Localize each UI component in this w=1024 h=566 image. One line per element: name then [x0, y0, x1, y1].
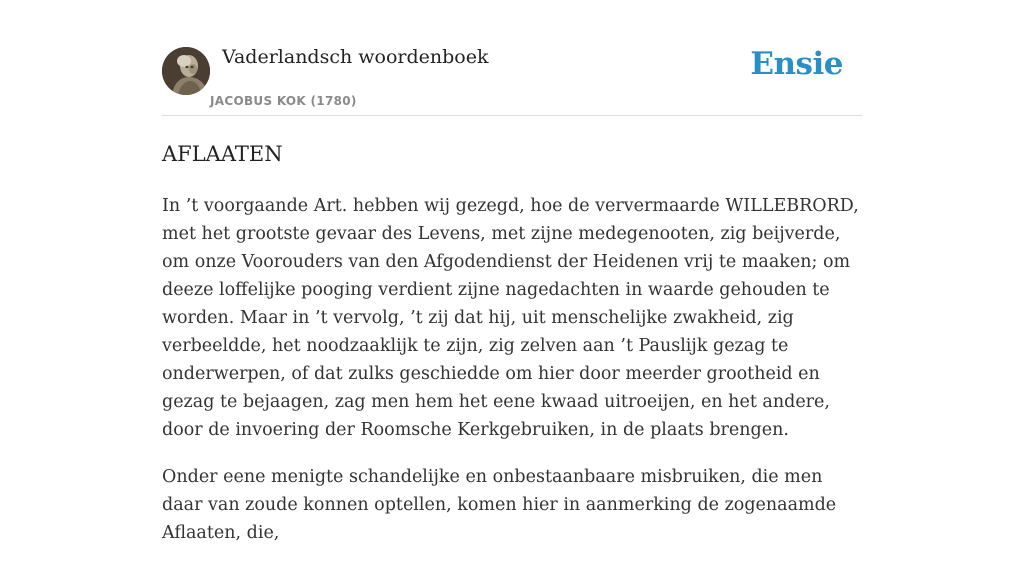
author-avatar	[162, 47, 210, 95]
author-name: JACOBUS KOK (1780)	[210, 94, 357, 108]
ensie-logo[interactable]: Ensie	[750, 46, 843, 82]
entry-title: AFLAATEN	[162, 142, 283, 166]
page	[162, 0, 862, 543]
header	[162, 0, 862, 116]
book-title-link[interactable]: Vaderlandsch woordenboek	[222, 46, 489, 68]
portrait-image	[162, 47, 210, 95]
paragraph: Onder eene menigte schandelijke en onbestaanbaare misbruiken, die men daar van zoude konnen optellen, komen hier in aanmerking de zogenaamde Aflaaten, die,	[162, 467, 837, 543]
paragraph: In ’t voorgaande Art. hebben wij gezegd, hoe de ververmaarde WILLEBRORD, met het grootste gevaar des Levens, met zijne medegenooten, zig beijverde, om onze Voorouders van den Afgodendienst der Heidenen vrij te maaken; om deeze loffelijke pooging verdient zijne nagedachten in waarde gehouden te worden. Maar in ’t vervolg, ’t zij dat hij, uit menschelijke zwakheid, zig verbeeldde, het noodzaaklijk te zijn, zig zelven aan ’t Pauslijk gezag te onderwerpen, of dat zulks geschiedde om hier door meerder grootheid en gezag te bejaagen, zag men hem het eene kwaad uitroeijen, en het andere, door de invoering der Roomsche Kerkgebruiken, in de plaats brengen.	[162, 196, 859, 440]
entry-body	[162, 192, 862, 566]
